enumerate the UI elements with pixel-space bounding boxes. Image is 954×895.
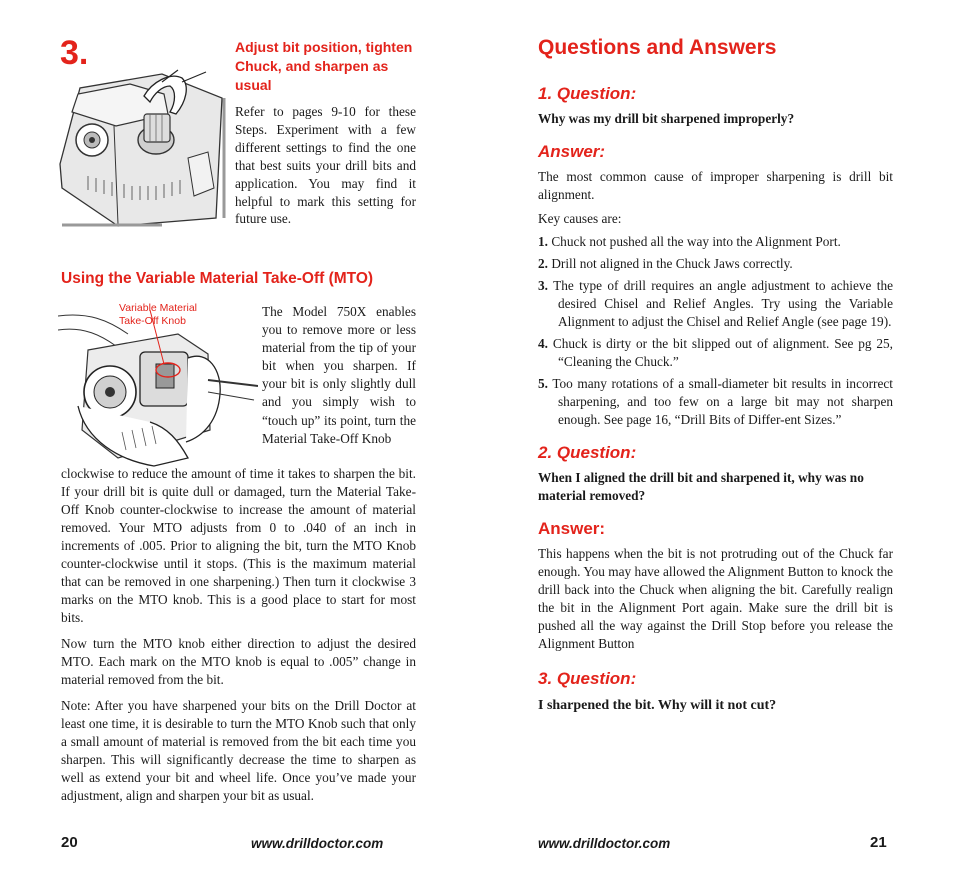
answer-1-label: Answer:	[538, 142, 606, 161]
mto-paragraph-1: clockwise to reduce the amount of time it takes to sharpen the bit. If your drill bit is quite dull or damaged, turn the Material Take-Off Knob counter-clockwise to increase the amount of material removed. Your MTO adjusts from 0 to .040 of an inch in increments of .005. Prior to aligning the bit, turn the MTO Knob counter-clockwise until it stops. (This is the maximum material that can be removed in one sharpening.) Then turn it clockwise 3 marks on the MTO knob. This is a good place to start for most bits.	[61, 466, 416, 625]
mto-body	[61, 465, 416, 813]
right-page	[477, 0, 954, 895]
mto-knob-callout: Variable Material Take-Off Knob	[119, 302, 198, 327]
question-1-text: Why was my drill bit sharpened improperly?	[538, 111, 795, 126]
mto-intro-text: The Model 750X enables you to remove more or less material from the tip of your bit when you sharpen. If your bit is only slightly dull and you simply wish to “touch up” its point, turn the Material Take-Off Knob	[262, 304, 416, 446]
mto-knob-illustration	[58, 310, 258, 470]
question-3-text: I sharpened the bit. Why will it not cut?	[538, 698, 777, 713]
cause-item: 5. Too many rotations of a small-diameter bit results in incorrect sharpening, and too few on a large bit may not sharpen enough. See page 16, “Drill Bits of Differ-ent Sizes.”	[538, 376, 893, 427]
cause-item: 3. The type of drill requires an angle adjustment to achieve the desired Chisel and Relief Angles. Try using the Variable Alignment to adjust the Chisel and Relief Angle (see page 19).	[538, 278, 893, 329]
page-number-left: 20	[61, 834, 78, 851]
mto-paragraph-3: Note: After you have sharpened your bits on the Drill Doctor at least one time, it is desirable to turn the MTO Knob such that only a small amount of material is removed from the bit each time you sharpen. This will significantly decrease the time to sharpen as well as extend your bit and wheel life. Once you’ve made your adjustment, align and sharpen your bit as usual.	[61, 698, 416, 803]
qa-title: Questions and Answers	[538, 36, 777, 59]
mto-paragraph-2: Now turn the MTO knob either direction to adjust the desired MTO. Each mark on the MTO knob is equal to .005” change in material removed from the bit.	[61, 636, 416, 687]
step-heading: Adjust bit position, tighten Chuck, and sharpen as usual	[235, 39, 413, 93]
page-number-right: 21	[870, 834, 887, 851]
answer-2-label: Answer:	[538, 519, 606, 538]
cause-item: 2. Drill not aligned in the Chuck Jaws correctly.	[538, 256, 793, 271]
key-causes-list	[538, 233, 893, 429]
step-body-text: Refer to pages 9-10 for these Steps. Experiment with a few different settings to find the one that best suits your drill bits and application. You may find it helpful to mark this setting for future use.	[235, 104, 416, 227]
question-1-label: 1. Question:	[538, 84, 637, 103]
drill-doctor-sharpener-illustration	[58, 68, 226, 228]
answer-2-text: This happens when the bit is not protruding out of the Chuck far enough. You may have allowed the Alignment Button to knock the drill back into the Chuck when aligning the bit. Carefully realign the bit in the Alignment Port again. Make sure the drill bit is pushed all the way against the Drill Stop before you release the Alignment Button	[538, 546, 893, 651]
answer-1-intro: The most common cause of improper sharpening is drill bit alignment.	[538, 169, 893, 202]
key-causes-label: Key causes are:	[538, 211, 622, 226]
qa-content	[538, 84, 893, 715]
cause-item: 1. Chuck not pushed all the way into the Alignment Port.	[538, 234, 841, 249]
question-2-text: When I aligned the drill bit and sharpened it, why was no material removed?	[538, 470, 864, 503]
footer-url-right[interactable]: www.drilldoctor.com	[538, 836, 671, 851]
cause-item: 4. Chuck is dirty or the bit slipped out of alignment. See pg 25, “Cleaning the Chuck.”	[538, 336, 893, 369]
question-2-label: 2. Question:	[538, 443, 637, 462]
question-3-label: 3. Question:	[538, 669, 637, 688]
mto-section-title: Using the Variable Material Take-Off (MTO)	[61, 270, 374, 287]
footer-url-left[interactable]: www.drilldoctor.com	[251, 836, 384, 851]
step-number: 3.	[60, 34, 89, 72]
